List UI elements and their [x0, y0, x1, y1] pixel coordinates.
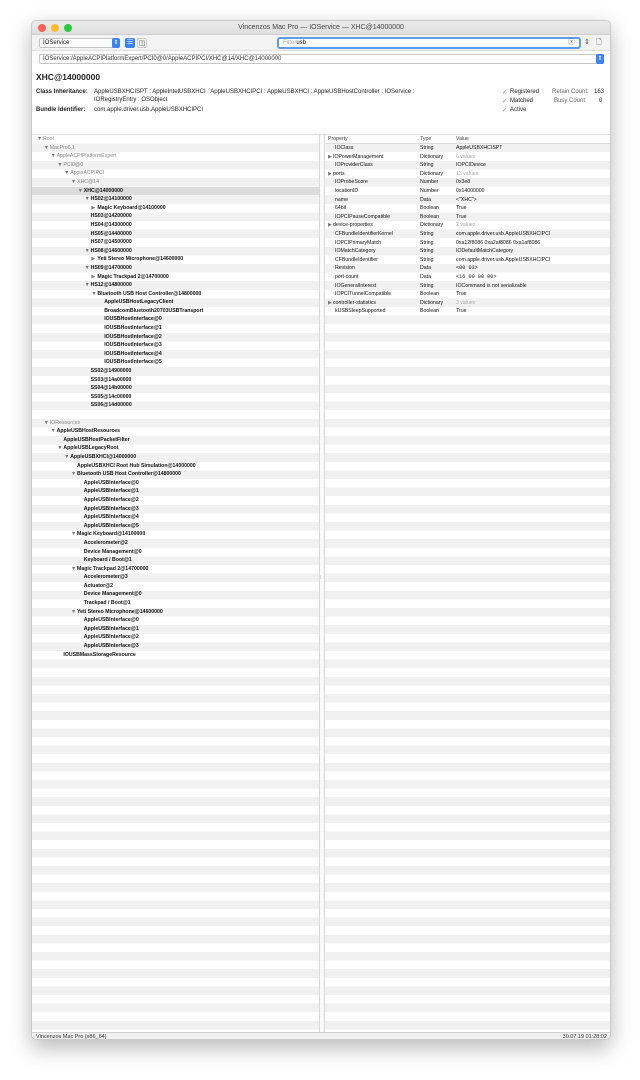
disclosure-triangle-icon[interactable]: ▶	[328, 222, 332, 229]
entry-name: XHC@14000000	[36, 72, 101, 82]
tree-row[interactable]	[32, 599, 319, 608]
tree-row-label: IOUSBHostInterface@0	[104, 316, 162, 323]
disclosure-triangle-icon[interactable]: ▶	[328, 299, 332, 306]
disclosure-triangle-icon[interactable]: ▼	[84, 247, 90, 254]
tree-row-label: BroadcomBluetooth20703USBTransport	[104, 307, 204, 314]
registry-tree[interactable]	[32, 135, 320, 1033]
tree-row-label: Keyboard / Boot@1	[83, 557, 132, 564]
tree-row[interactable]	[32, 212, 319, 221]
property-name	[328, 178, 368, 187]
tree-row[interactable]	[32, 462, 319, 471]
tree-row-label: AppleUSBHostResources	[56, 428, 121, 435]
property-value: 3 values	[456, 299, 476, 306]
property-value: IODefaultMatchCategory	[456, 248, 514, 255]
property-name-text: kUSBSleepSupported	[335, 308, 386, 315]
tree-row-label: Trackpad / Boot@1	[83, 600, 131, 607]
tree-row-label: XHC@14	[77, 178, 99, 185]
property-row[interactable]	[325, 307, 611, 316]
property-row[interactable]	[325, 290, 611, 299]
column-view-icon[interactable]: ◫	[138, 40, 146, 47]
bundle-identifier-label: Bundle Identifier:	[36, 107, 86, 113]
tree-row[interactable]	[32, 376, 319, 385]
tree-row-label: SS06@14d00000	[90, 402, 132, 409]
property-name-text: IOMatchCategory	[335, 248, 376, 255]
search-input[interactable]: usb	[296, 40, 307, 46]
property-value: IOCommand is not serializable	[456, 282, 527, 289]
search-field[interactable]	[277, 37, 581, 49]
tree-row-label: HS03@14200000	[90, 213, 132, 220]
tree-row[interactable]	[32, 565, 319, 574]
tree-row-label: Yeti Stereo Microphone@14600000	[77, 608, 163, 615]
tree-row-label: HS04@14300000	[90, 221, 132, 228]
tree-row-label: Magic Trackpad 2@14700000	[77, 565, 149, 572]
minimize-window-button[interactable]	[51, 24, 59, 32]
property-value: True	[456, 205, 467, 212]
disclosure-triangle-icon[interactable]: ▼	[84, 196, 90, 203]
property-name-text: CFBundleIdentifierKernel	[335, 230, 393, 237]
property-type: Boolean	[420, 213, 440, 220]
property-name	[328, 299, 376, 308]
property-name	[328, 273, 358, 282]
property-name-text: 64bit	[335, 205, 347, 212]
property-name	[328, 264, 355, 273]
property-type: String	[420, 282, 434, 289]
tree-row[interactable]	[32, 393, 319, 402]
property-name-text: IOPowerManagement	[333, 153, 384, 160]
property-value: <16 00 00 00>	[456, 273, 497, 280]
tree-row-label: AppleUSBInterface@3	[83, 505, 139, 512]
column-header-type[interactable]: Type	[420, 136, 432, 142]
property-name	[328, 196, 348, 205]
plane-selector[interactable]	[39, 38, 119, 48]
flag-matched: Matched	[510, 98, 534, 104]
property-type: Dictionary	[420, 153, 444, 160]
tree-row-label: SS05@14c00000	[90, 393, 132, 400]
property-type: Boolean	[420, 205, 440, 212]
status-machine: Vincenzos Mac Pro (x86_64)	[36, 1034, 107, 1040]
tree-row[interactable]	[32, 324, 319, 333]
tree-row-label: Device Management@0	[83, 591, 142, 598]
main-split-view	[32, 134, 611, 1032]
property-type: String	[420, 248, 434, 255]
property-name	[328, 290, 391, 299]
property-value: 13 values	[456, 170, 479, 177]
tree-row-label: AppleUSBInterface@3	[83, 643, 139, 650]
search-placeholder: Filter	[283, 40, 297, 46]
active-check-icon: ✓	[502, 108, 508, 114]
property-name	[328, 221, 373, 230]
tree-row-label: SS02@14900000	[90, 368, 132, 375]
property-name	[328, 307, 385, 316]
tree-row-label: Bluetooth USB Host Controller@14800000	[97, 290, 202, 297]
property-type: Number	[420, 187, 439, 194]
column-header-value[interactable]: Value	[456, 136, 469, 142]
tree-row[interactable]	[32, 350, 319, 359]
tree-row[interactable]	[32, 616, 319, 625]
property-type: Boolean	[420, 308, 440, 315]
disclosure-triangle-icon[interactable]: ▼	[57, 161, 63, 168]
path-stepper-icon[interactable]: ⇕	[597, 56, 603, 62]
tree-row-label: AppleUSBInterface@0	[83, 479, 139, 486]
disclosure-triangle-icon[interactable]: ▼	[84, 282, 90, 289]
tree-row-label: PCI0@0	[63, 161, 84, 168]
tree-row[interactable]	[32, 505, 319, 514]
tree-row-label: Root	[43, 136, 54, 142]
property-type: String	[420, 162, 434, 169]
property-name	[328, 144, 353, 153]
property-type: Data	[420, 273, 431, 280]
tree-row[interactable]	[32, 401, 319, 410]
property-value: 0x3e8	[456, 179, 471, 186]
bundle-identifier-value: com.apple.driver.usb.AppleUSBXHCIPCI	[94, 107, 204, 113]
property-type: String	[420, 230, 434, 237]
disclosure-triangle-icon[interactable]: ▶	[328, 170, 332, 177]
window-title: Vincenzos Mac Pro — IOService — XHC@14000000	[238, 24, 404, 31]
tree-row[interactable]	[32, 187, 319, 196]
property-name	[328, 161, 373, 170]
property-name	[328, 187, 358, 196]
property-type: String	[420, 145, 434, 151]
property-name-text: IOClass	[335, 145, 354, 151]
tree-row[interactable]	[32, 427, 319, 436]
property-value: com.apple.driver.usb.AppleUSBXHCIPCI	[456, 230, 551, 237]
tree-row[interactable]	[32, 195, 319, 204]
tree-row[interactable]	[32, 341, 319, 350]
property-name-text: IOProviderClass	[335, 162, 373, 169]
tree-row-label: Accelerometer@2	[83, 539, 128, 546]
tree-row[interactable]	[32, 333, 319, 342]
tree-row-label: IOUSBHostInterface@4	[104, 350, 162, 357]
property-type: Dictionary	[420, 170, 444, 177]
property-name	[328, 256, 378, 265]
tree-row-label: SS03@14a00000	[90, 376, 132, 383]
property-value: 0x14000000	[456, 187, 485, 194]
tree-row[interactable]	[32, 548, 319, 557]
tree-row-label: Magic Keyboard@14100000	[77, 531, 146, 538]
tree-row-label: XHC@14000000	[83, 187, 123, 194]
tree-row[interactable]	[32, 135, 319, 144]
tree-row[interactable]	[32, 496, 319, 505]
tree-row[interactable]	[32, 573, 322, 582]
property-row[interactable]	[325, 273, 611, 282]
tree-row-label: Yeti Stereo Microphone@14600000	[97, 256, 184, 263]
tree-row[interactable]	[32, 625, 319, 634]
disclosure-triangle-icon[interactable]: ▼	[84, 264, 90, 271]
property-name-text: CFBundleIdentifier	[335, 256, 378, 263]
matched-check-icon: ✓	[502, 99, 508, 105]
property-name	[328, 153, 383, 162]
tree-row[interactable]	[32, 642, 319, 651]
property-row[interactable]	[325, 230, 611, 239]
property-value: True	[456, 291, 467, 298]
property-name	[328, 282, 376, 291]
tree-row[interactable]	[32, 178, 319, 187]
property-row[interactable]	[325, 204, 611, 213]
tree-row[interactable]	[32, 152, 319, 161]
path-value: IOService:/AppleACPIPlatformExpert/PCI0@0/AppleACPIPCI/XHC@14/XHC@14000000	[43, 56, 282, 62]
tree-row[interactable]	[32, 453, 319, 462]
status-bar	[32, 1032, 611, 1040]
disclosure-triangle-icon[interactable]: ▼	[77, 187, 83, 194]
tree-row-label: IOUSBHostInterface@2	[104, 333, 162, 340]
search-stepper-icon[interactable]: ⇕	[584, 39, 590, 46]
list-view-icon[interactable]: ☰	[126, 39, 134, 46]
property-name-text: IOProbeScore	[335, 179, 368, 186]
tree-row-label: AppleACPIPlatformExpert	[56, 153, 117, 160]
app-window	[31, 20, 611, 1040]
property-name	[328, 170, 345, 179]
tree-row[interactable]	[32, 444, 319, 453]
tree-row[interactable]	[32, 487, 319, 496]
tree-row[interactable]	[32, 230, 319, 239]
tree-row[interactable]	[32, 264, 319, 273]
tree-row[interactable]	[32, 608, 319, 617]
property-name-text: IOPCIPauseCompatible	[335, 213, 391, 220]
tree-row[interactable]	[32, 204, 319, 213]
property-value: 2 values	[456, 222, 476, 229]
tree-row-label: AppleUSBInterface@1	[83, 488, 139, 495]
busy-count-value: 0	[599, 98, 603, 104]
tree-row-label: Bluetooth USB Host Controller@14800000	[77, 471, 181, 478]
property-row[interactable]	[325, 153, 611, 162]
tree-row[interactable]	[32, 530, 319, 539]
property-name	[328, 213, 390, 222]
properties-rows	[325, 144, 611, 316]
busy-count-label: Busy Count:	[554, 98, 587, 104]
property-value: <"XHC">	[456, 196, 477, 203]
property-row[interactable]	[325, 187, 611, 196]
tree-row-label: IOUSBHostInterface@1	[104, 325, 162, 332]
tree-row-label: IOUSBHostInterface@3	[104, 342, 162, 349]
tree-row-label: AppleUSBXHCI Root Hub Simulation@14000000	[77, 462, 196, 469]
tree-row-label: IOResources	[49, 419, 81, 426]
tree-row[interactable]	[32, 169, 319, 178]
tree-row-label: HS07@14500000	[90, 239, 132, 246]
property-name	[328, 239, 381, 248]
tree-row-label: AppleUSBInterface@1	[83, 625, 139, 632]
property-value: True	[456, 213, 467, 220]
tree-row-label: Device Management@0	[83, 548, 142, 555]
property-name	[328, 247, 376, 256]
property-name-text: Revision	[335, 265, 355, 272]
disclosure-triangle-icon[interactable]: ▼	[71, 531, 77, 538]
class-inheritance-label: Class Inheritance:	[36, 89, 88, 95]
disclosure-triangle-icon[interactable]: ▼	[71, 471, 77, 478]
property-value: com.apple.driver.usb.AppleUSBXHCIPCI	[456, 256, 551, 263]
tree-row[interactable]	[32, 651, 319, 660]
disclosure-triangle-icon[interactable]: ▼	[91, 290, 97, 297]
disclosure-triangle-icon[interactable]: ▼	[64, 170, 70, 177]
tree-row[interactable]	[32, 238, 319, 247]
tree-row[interactable]	[32, 290, 319, 299]
tree-row[interactable]	[32, 161, 319, 170]
disclosure-triangle-icon[interactable]: ▶	[91, 273, 96, 280]
property-name-text: IOPCIPrimaryMatch	[335, 239, 382, 246]
tree-row[interactable]	[32, 384, 319, 393]
property-type: Boolean	[420, 291, 440, 298]
tree-row-label: Accelerometer@3	[83, 574, 128, 581]
disclosure-triangle-icon[interactable]: ▼	[37, 136, 43, 142]
property-name-text: name	[335, 196, 348, 203]
tree-row-label: HS05@14400000	[90, 230, 132, 237]
tree-row[interactable]	[32, 479, 319, 488]
tree-row[interactable]	[32, 419, 319, 428]
property-row[interactable]	[325, 282, 611, 291]
property-name	[328, 204, 346, 213]
retain-count-label: Retain Count:	[552, 89, 589, 95]
tree-row-label: AppleUSBInterface@0	[83, 617, 139, 624]
title-bar[interactable]	[32, 21, 610, 35]
zoom-window-button[interactable]	[64, 24, 72, 32]
toolbar	[32, 35, 610, 51]
tree-row-label: AppleACPIPCI	[70, 170, 105, 177]
save-document-icon[interactable]: 🗋	[596, 39, 602, 46]
disclosure-triangle-icon[interactable]: ▼	[43, 419, 49, 426]
property-type: Data	[420, 196, 431, 203]
disclosure-triangle-icon[interactable]: ▼	[71, 608, 77, 615]
tree-row[interactable]	[32, 315, 319, 324]
property-name-text: ports	[333, 170, 345, 177]
tree-row-label: AppleUSBInterface@2	[83, 634, 139, 641]
property-value: True	[456, 308, 467, 315]
property-row[interactable]	[325, 239, 611, 248]
property-row[interactable]	[325, 178, 611, 187]
property-name-text: controller-statistics	[333, 299, 376, 306]
tree-row-label: Actuator@2	[83, 582, 114, 589]
disclosure-triangle-icon[interactable]: ▶	[328, 153, 332, 160]
property-name-text: port-count	[335, 273, 359, 280]
property-value: 6 values	[456, 153, 476, 160]
tree-row[interactable]	[32, 307, 319, 316]
property-type: Dictionary	[420, 299, 444, 306]
retain-count-value: 163	[594, 89, 605, 95]
property-row[interactable]	[325, 256, 611, 265]
property-row[interactable]	[325, 196, 611, 205]
properties-header	[325, 135, 611, 144]
path-field[interactable]	[39, 54, 604, 64]
close-window-button[interactable]	[38, 24, 46, 32]
tree-row-label: Magic Trackpad 2@14700000	[97, 273, 169, 280]
properties-table[interactable]	[325, 135, 611, 1033]
disclosure-triangle-icon[interactable]: ▶	[91, 256, 96, 263]
disclosure-triangle-icon[interactable]: ▼	[57, 445, 63, 452]
disclosure-triangle-icon[interactable]: ▼	[50, 428, 56, 435]
property-type: Data	[420, 265, 431, 272]
tree-row-label: AppleUSBHostLegacyClient	[104, 299, 174, 306]
tree-row-label: AppleUSBInterface@5	[83, 522, 139, 529]
property-type: Dictionary	[420, 222, 444, 229]
disclosure-triangle-icon[interactable]: ▼	[43, 144, 49, 151]
tree-row[interactable]	[32, 539, 319, 548]
tree-row-label: MacPro6,1	[49, 144, 75, 151]
property-value: IOPCIDevice	[456, 162, 486, 169]
property-row[interactable]	[325, 144, 611, 153]
property-name-text: IOGeneralInterest	[335, 282, 377, 289]
tree-row[interactable]	[32, 298, 319, 307]
property-row[interactable]	[325, 161, 611, 170]
tree-row[interactable]	[32, 247, 319, 256]
tree-row-label: AppleUSBInterface@4	[83, 514, 139, 521]
tree-row-label: SS04@14b00000	[90, 385, 132, 392]
tree-row-label: AppleUSBHostPacketFilter	[63, 436, 130, 443]
class-inheritance-value-1: AppleUSBXHCISPT : AppleIntelUSBXHCI : AppleUSBXHCIPCI : AppleUSBXHCI : AppleUSBHostController : IOService :	[94, 89, 415, 95]
tree-row[interactable]	[32, 522, 319, 531]
tree-row-label: AppleUSBXHCI@14000000	[70, 453, 137, 460]
tree-row-label: HS08@14600000	[90, 247, 132, 254]
property-name	[328, 230, 393, 239]
tree-row[interactable]	[32, 273, 319, 282]
tree-row[interactable]	[32, 436, 319, 445]
property-name-text: device-properties	[333, 222, 373, 229]
flag-active: Active	[510, 107, 527, 113]
tree-row[interactable]	[32, 367, 319, 376]
property-type: Number	[420, 179, 439, 186]
tree-row[interactable]	[32, 358, 319, 367]
tree-row-label: IOUSBMassStorageResource	[63, 651, 136, 658]
status-timestamp: 30.07.19 01:28:02	[562, 1034, 607, 1040]
disclosure-triangle-icon[interactable]: ▼	[71, 178, 77, 185]
tree-row[interactable]	[32, 633, 319, 642]
property-value: 0xa12f8086 0xa2af8086 0xa1af8086	[456, 239, 541, 246]
property-value: AppleUSBXHCISPT	[456, 145, 503, 151]
tree-row[interactable]	[32, 144, 319, 153]
tree-row[interactable]	[32, 221, 319, 230]
disclosure-triangle-icon[interactable]: ▼	[71, 565, 77, 572]
entry-info-panel	[32, 66, 611, 134]
disclosure-triangle-icon[interactable]: ▼	[50, 153, 56, 160]
tree-row-label: AppleUSBInterface@2	[83, 496, 139, 503]
property-row[interactable]	[325, 247, 611, 256]
plane-stepper-icon[interactable]: ⇕	[113, 40, 119, 46]
tree-row[interactable]	[32, 582, 319, 591]
tree-row-label: HS02@14100000	[90, 196, 132, 203]
column-header-property[interactable]: Property	[328, 136, 348, 142]
tree-row[interactable]	[32, 556, 319, 565]
property-name-text: locationID	[335, 187, 359, 194]
divider-handle-icon[interactable]: ⁞	[320, 575, 322, 581]
tree-row[interactable]	[32, 470, 319, 479]
property-row[interactable]	[325, 170, 611, 179]
property-type: String	[420, 256, 434, 263]
plane-value: IOService	[43, 40, 70, 46]
tree-row-label: HS09@14700000	[90, 264, 132, 271]
property-row[interactable]	[325, 299, 611, 308]
disclosure-triangle-icon[interactable]: ▶	[91, 204, 96, 211]
tree-row-label: Magic Keyboard@14100000	[97, 204, 166, 211]
property-name-text: IOPCITunnelCompatible	[335, 291, 392, 298]
property-row[interactable]	[325, 213, 611, 222]
property-value: <00 03>	[456, 265, 478, 272]
tree-row[interactable]	[32, 590, 319, 599]
tree-row[interactable]	[32, 281, 319, 290]
registered-check-icon: ✓	[502, 90, 508, 96]
clear-search-icon[interactable]: ⓧ	[568, 39, 575, 46]
tree-row-label: HS12@14800000	[90, 282, 132, 289]
tree-row[interactable]	[32, 410, 319, 419]
tree-row[interactable]	[32, 255, 319, 264]
tree-row[interactable]	[32, 513, 319, 522]
property-row[interactable]	[325, 221, 611, 230]
property-type: String	[420, 239, 434, 246]
class-inheritance-value-2: IORegistryEntry : OSObject	[94, 97, 168, 103]
property-row[interactable]	[325, 264, 611, 273]
tree-row-label: IOUSBHostInterface@5	[104, 359, 162, 366]
disclosure-triangle-icon[interactable]: ▼	[64, 453, 70, 460]
tree-row-label: AppleUSBLegacyRoot	[63, 445, 119, 452]
flag-registered: Registered	[510, 89, 540, 95]
